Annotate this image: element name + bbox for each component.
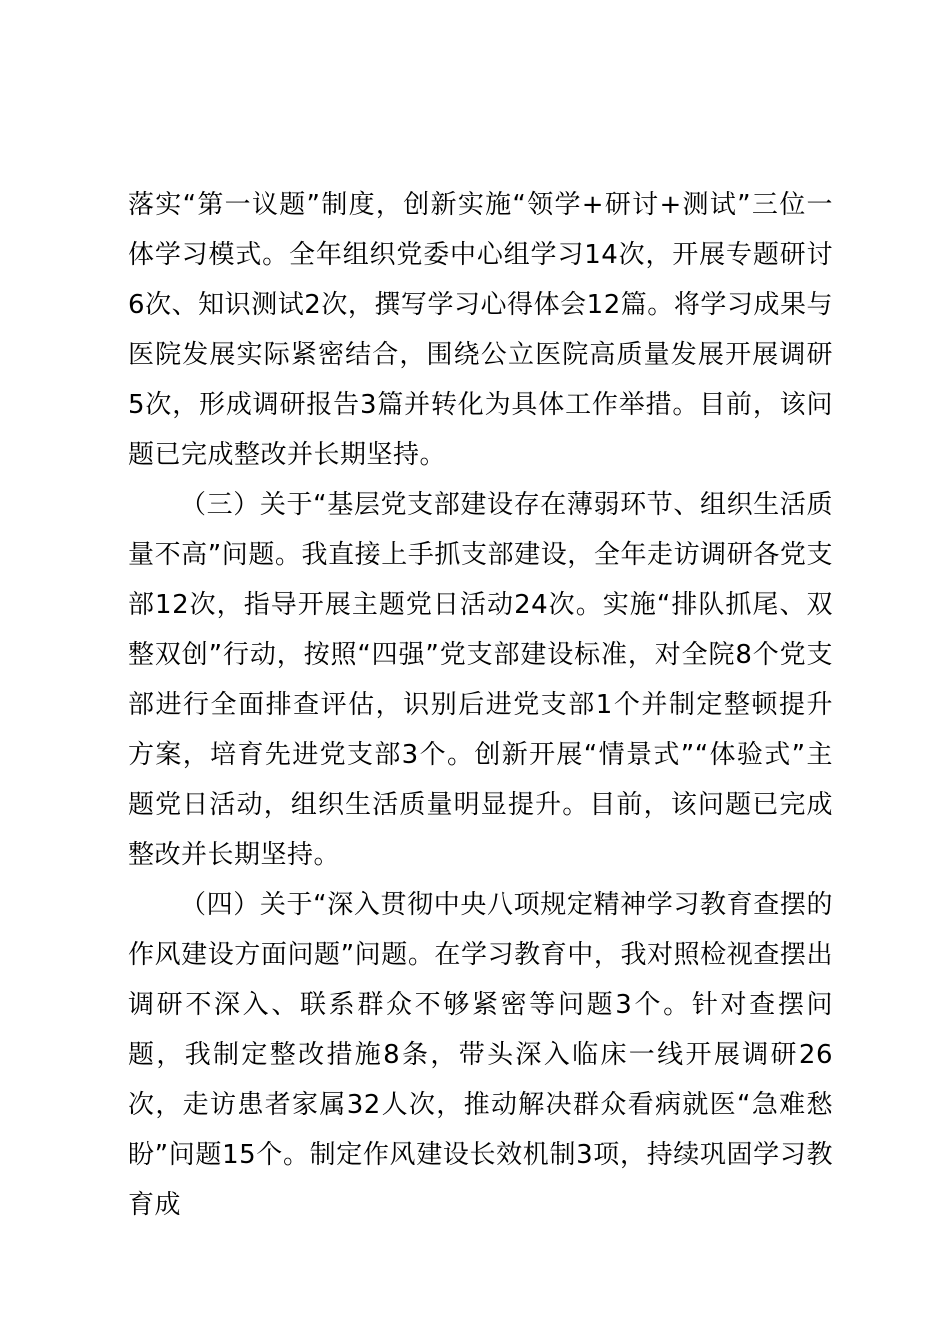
paragraph-continuation: 落实“第一议题”制度，创新实施“领学+研讨+测试”三位一体学习模式。全年组织党委中心组学习14次，开展专题研讨6次、知识测试2次，撰写学习心得体会12篇。将学习成果与医院发展实际紧密结合，围绕公立医院高质量发展开展调研5次，形成调研报告3篇并转化为具体工作举措。目前，该问题已完成整改并长期坚持。 — [128, 190, 833, 470]
document-body — [128, 180, 833, 1230]
paragraph-section-3: （三）关于“基层党支部建设存在薄弱环节、组织生活质量不高”问题。我直接上手抓支部建设，全年走访调研各党支部12次，指导开展主题党日活动24次。实施“排队抓尾、双整双创”行动，按照“四强”党支部建设标准，对全院8个党支部进行全面排查评估，识别后进党支部1个并制定整顿提升方案，培育先进党支部3个。创新开展“情景式”“体验式”主题党日活动，组织生活质量明显提升。目前，该问题已完成整改并长期坚持。 — [128, 490, 833, 870]
paragraph-section-4: （四）关于“深入贯彻中央八项规定精神学习教育查摆的作风建设方面问题”问题。在学习教育中，我对照检视查摆出调研不深入、联系群众不够紧密等问题3个。针对查摆问题，我制定整改措施8条，带头深入临床一线开展调研26次，走访患者家属32人次，推动解决群众看病就医“急难愁盼”问题15个。制定作风建设长效机制3项，持续巩固学习教育成 — [128, 890, 833, 1220]
